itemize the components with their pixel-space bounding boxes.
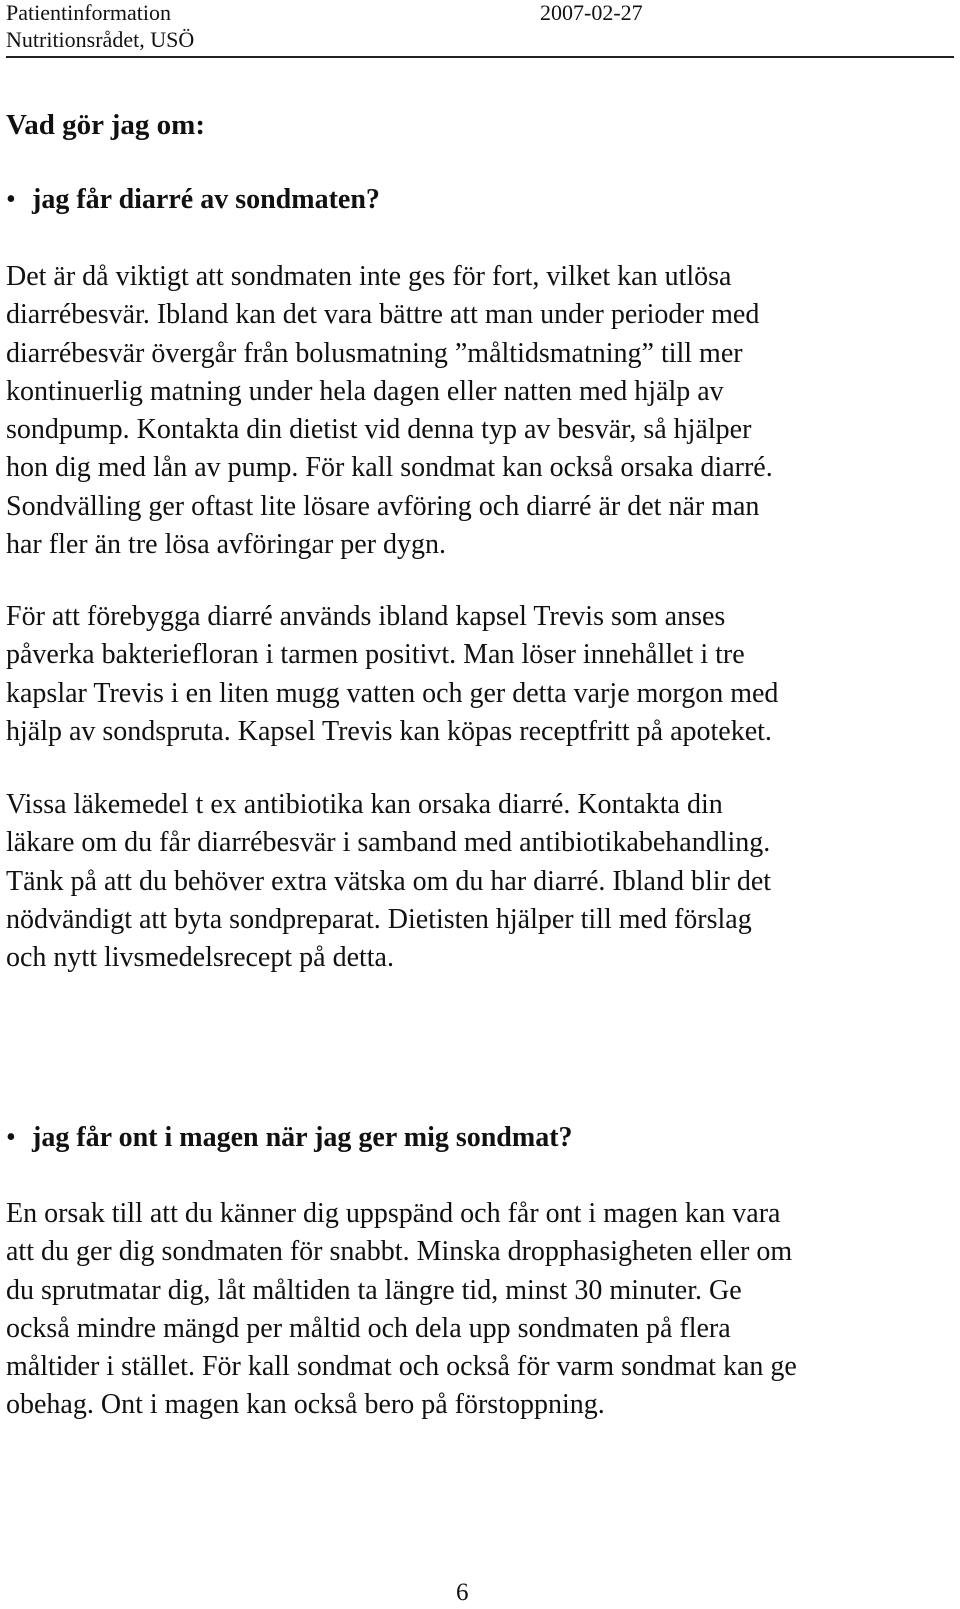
question-text: jag får ont i magen när jag ger mig sondmat? <box>32 1122 573 1153</box>
text-line: obehag. Ont i magen kan också bero på förstoppning. <box>6 1389 605 1421</box>
paragraph-antibiotics <box>6 786 946 977</box>
header-date: 2007-02-27 <box>540 0 643 25</box>
text-line: diarrébesvär övergår från bolusmatning ”måltidsmatning” till mer <box>6 337 743 369</box>
text-line: att du ger dig sondmaten för snabbt. Minska dropphasigheten eller om <box>6 1236 793 1268</box>
question-text: jag får diarré av sondmaten? <box>32 184 380 215</box>
text-line: En orsak till att du känner dig uppspänd och får ont i magen kan vara <box>6 1198 781 1229</box>
text-line: du sprutmatar dig, låt måltiden ta längre tid, minst 30 minuter. Ge <box>6 1274 742 1306</box>
bullet-question-stomach-pain <box>6 1121 573 1155</box>
text-line: diarrébesvär. Ibland kan det vara bättre att man under perioder med <box>6 299 760 331</box>
text-line: Det är då viktigt att sondmaten inte ges för fort, vilket kan utlösa <box>6 261 732 292</box>
page-number: 6 <box>456 1579 469 1606</box>
text-line: nödvändigt att byta sondpreparat. Dietisten hjälper till med förslag <box>6 903 752 935</box>
paragraph-diarrhea-causes <box>6 258 946 564</box>
page-header <box>6 0 954 58</box>
text-line: hon dig med lån av pump. För kall sondmat kan också orsaka diarré. <box>6 452 773 484</box>
text-line: läkare om du får diarrébesvär i samband med antibiotikabehandling. <box>6 827 771 859</box>
bullet-icon: • <box>6 1122 16 1153</box>
text-line: Tänk på att du behöver extra vätska om du har diarré. Ibland blir det <box>6 865 772 897</box>
paragraph-trevis-capsule <box>6 598 946 751</box>
text-line: För att förebygga diarré används ibland kapsel Trevis som anses <box>6 601 726 632</box>
text-line: måltider i stället. För kall sondmat och också för varm sondmat kan ge <box>6 1351 797 1383</box>
bullet-icon: • <box>6 184 16 215</box>
text-line: också mindre mängd per måltid och dela upp sondmaten på flera <box>6 1312 731 1344</box>
text-line: kapslar Trevis i en liten mugg vatten och ger detta varje morgon med <box>6 677 779 709</box>
bullet-question-diarrhea <box>6 183 380 217</box>
text-line: påverka bakteriefloran i tarmen positivt. Man löser innehållet i tre <box>6 639 745 671</box>
header-title: Patientinformation <box>6 0 171 25</box>
text-line: har fler än tre lösa avföringar per dygn. <box>6 529 447 561</box>
text-line: sondpump. Kontakta din dietist vid denna typ av besvär, så hjälper <box>6 414 752 446</box>
document-heading: Vad gör jag om: <box>6 109 205 141</box>
text-line: Sondvälling ger oftast lite lösare avföring och diarré är det när man <box>6 490 760 522</box>
text-line: Vissa läkemedel t ex antibiotika kan orsaka diarré. Kontakta din <box>6 789 723 820</box>
text-line: kontinuerlig matning under hela dagen eller natten med hjälp av <box>6 375 724 407</box>
paragraph-stomach-pain <box>6 1195 946 1425</box>
header-organization: Nutritionsrådet, USÖ <box>6 27 195 52</box>
text-line: och nytt livsmedelsrecept på detta. <box>6 942 394 974</box>
text-line: hjälp av sondspruta. Kapsel Trevis kan köpas receptfritt på apoteket. <box>6 715 772 747</box>
